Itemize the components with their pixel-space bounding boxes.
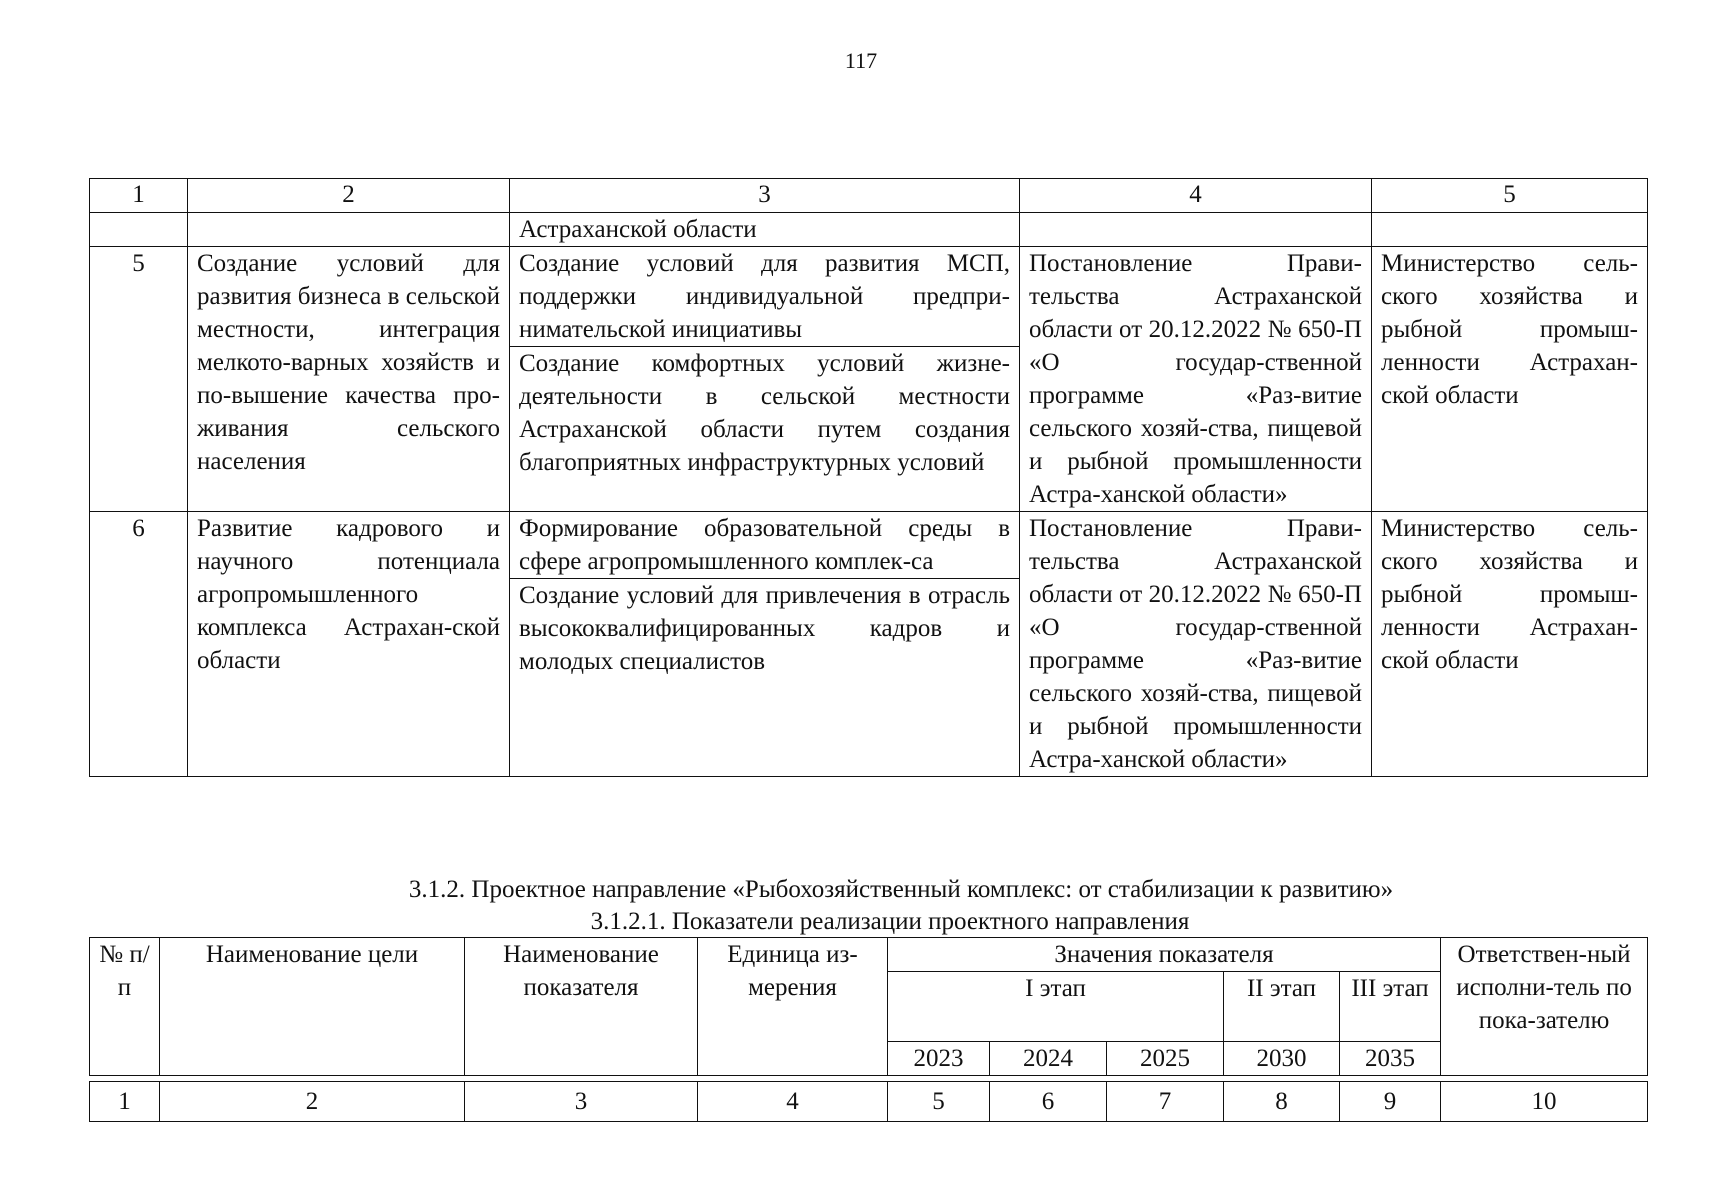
column-number: 2 (188, 179, 510, 213)
stage-2: II этап (1224, 972, 1340, 1042)
column-number-row (90, 179, 1648, 213)
stage-1: I этап (888, 972, 1224, 1042)
column-number: 3 (465, 1082, 698, 1122)
header-values: Значения показателя (888, 938, 1441, 972)
goal-item: Формирование образовательной среды в сфере агропромышленного комплек-са (519, 515, 1010, 575)
row-number: 6 (90, 512, 188, 777)
header-goal-name: Наименование цели (160, 938, 465, 1076)
year: 2023 (888, 1042, 990, 1076)
goal-item: Создание комфортных условий жизне-деятельности в сельской местности Астраханской области путем создания благоприятных инфраструктурных условий (510, 346, 1019, 479)
column-number: 5 (1372, 179, 1648, 213)
goals-cell (510, 247, 1020, 512)
column-number: 10 (1441, 1082, 1648, 1122)
goals-table (89, 178, 1648, 777)
year: 2035 (1340, 1042, 1441, 1076)
column-number-row (90, 1082, 1648, 1122)
column-number: 2 (160, 1082, 465, 1122)
column-number: 3 (510, 179, 1020, 213)
table-row (90, 247, 1648, 512)
document-cell: Постановление Прави-тельства Астраханской области от 20.12.2022 № 650-П «О государ-ственной программе «Раз-витие сельского хозяй-ства, пищевой и рыбной промышленности Астра-ханской области» (1020, 247, 1372, 512)
column-number: 7 (1107, 1082, 1224, 1122)
continuation-text: Астраханской области (510, 213, 1020, 247)
header-unit: Единица из-мерения (698, 938, 888, 1076)
page-number: 117 (844, 48, 878, 73)
column-number: 6 (990, 1082, 1107, 1122)
stage-3: III этап (1340, 972, 1441, 1042)
goal-item: Создание условий для привлечения в отрасль высококвалифицированных кадров и молодых специалистов (510, 578, 1019, 678)
column-number: 8 (1224, 1082, 1340, 1122)
responsible-cell: Министерство сель-ского хозяйства и рыбной промыш-ленности Астрахан-ской области (1372, 512, 1648, 777)
column-number: 5 (888, 1082, 990, 1122)
column-number: 9 (1340, 1082, 1441, 1122)
goals-cell (510, 512, 1020, 777)
responsible-cell: Министерство сель-ского хозяйства и рыбной промыш-ленности Астрахан-ской области (1372, 247, 1648, 512)
header-indicator-name: Наименование показателя (465, 938, 698, 1076)
year: 2025 (1107, 1042, 1224, 1076)
year: 2030 (1224, 1042, 1340, 1076)
column-number: 1 (90, 1082, 160, 1122)
goal-item: Создание условий для развития МСП, поддержки индивидуальной предпри-нимательской инициативы (519, 250, 1010, 343)
document-cell: Постановление Прави-тельства Астраханской области от 20.12.2022 № 650-П «О государ-ственной программе «Раз-витие сельского хозяй-ства, пищевой и рыбной промышленности Астра-ханской области» (1020, 512, 1372, 777)
row-number: 5 (90, 247, 188, 512)
subsection-title: 3.1.2.1. Показатели реализации проектного направления (590, 908, 1190, 935)
header-responsible: Ответствен-ный исполни-тель по пока-зателю (1441, 938, 1648, 1076)
continuation-row (90, 213, 1648, 247)
header-number: № п/п (90, 938, 160, 1076)
section-title: 3.1.2. Проектное направление «Рыбохозяйственный комплекс: от стабилизации к развитию» (408, 876, 1394, 903)
table-row (90, 512, 1648, 777)
indicators-table (89, 937, 1648, 1122)
column-number: 4 (698, 1082, 888, 1122)
header-row (90, 938, 1648, 972)
year: 2024 (990, 1042, 1107, 1076)
column-number: 4 (1020, 179, 1372, 213)
direction-cell: Развитие кадрового и научного потенциала агропромышленного комплекса Астрахан-ской области (188, 512, 510, 777)
column-number: 1 (90, 179, 188, 213)
direction-cell: Создание условий для развития бизнеса в сельской местности, интеграция мелкото-варных хозяйств и по-вышение качества про-живания сельского населения (188, 247, 510, 512)
